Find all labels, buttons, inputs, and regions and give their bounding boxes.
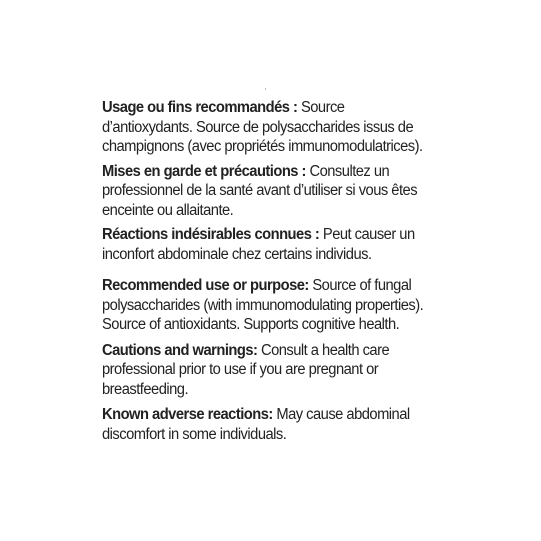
fr-cautions-paragraph (102, 162, 425, 221)
en-usage-paragraph (102, 276, 425, 335)
en-reactions-text: May cause abdominal discomfort in some individuals. (102, 406, 410, 443)
product-label-text (102, 98, 442, 450)
fr-usage-text: Source d’antioxydants. Source de polysaccharides issus de champignons (avec propriétés immunomodulatrices). (102, 99, 423, 155)
fr-cautions-heading: Mises en garde et précautions : (102, 162, 306, 180)
en-reactions-heading: Known adverse reactions: (102, 406, 273, 423)
en-usage-text: Source of fungal polysaccharides (with immunomodulating properties). Source of antioxidants. Supports cognitive health. (102, 277, 424, 333)
fr-usage-paragraph (102, 98, 425, 157)
fr-reactions-text: Peut causer un inconfort abdominale chez certains individus. (102, 226, 415, 263)
en-cautions-paragraph (102, 341, 425, 400)
en-reactions-paragraph (102, 405, 425, 444)
fr-reactions-paragraph (102, 225, 425, 264)
en-cautions-text: Consult a health care professional prior to use if you are pregnant or breastfeeding. (102, 341, 390, 398)
french-section (102, 98, 442, 264)
en-usage-heading: Recommended use or purpose: (102, 277, 309, 294)
en-cautions-heading: Cautions and warnings: (102, 341, 258, 359)
english-section (102, 276, 442, 444)
fr-usage-heading: Usage ou fins recommandés : (102, 99, 298, 116)
fr-reactions-heading: Réactions indésirables connues : (102, 226, 320, 243)
fr-cautions-text: Consultez un professionnel de la santé avant d’utiliser si vous êtes enceinte ou allaitante. (102, 162, 418, 219)
print-tick-mark (265, 88, 266, 90)
